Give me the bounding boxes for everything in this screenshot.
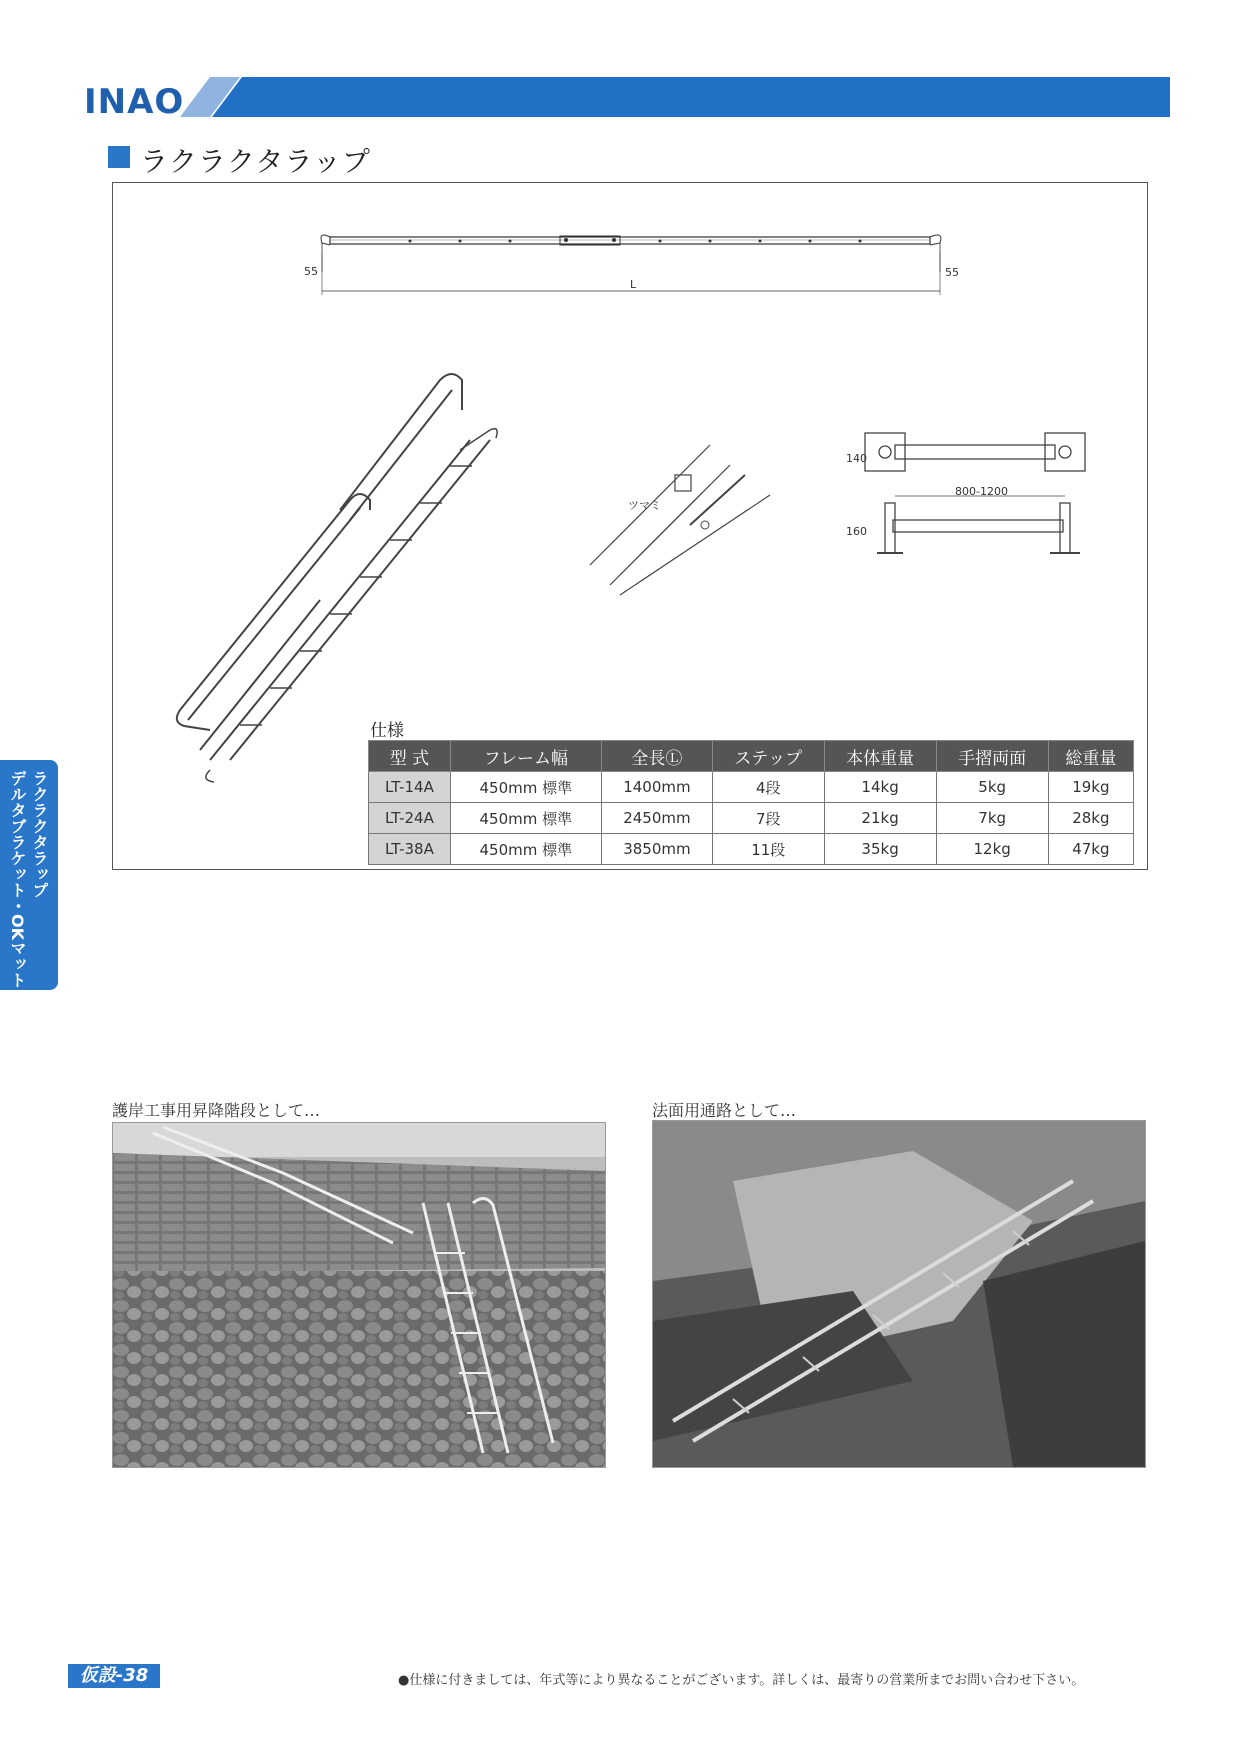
table-cell: 28kg <box>1048 803 1133 834</box>
table-cell: 1400mm <box>601 772 712 803</box>
page-title: ラクラクタラップ <box>140 145 371 178</box>
table-cell: LT-38A <box>369 834 451 865</box>
side-tab-line1: ラクラクタラップ <box>30 770 49 898</box>
title-marker <box>108 146 130 168</box>
ladder-top-view-drawing <box>300 225 970 305</box>
spec-table <box>368 740 1134 865</box>
table-cell: 14kg <box>824 772 936 803</box>
photo-revetment-stairs <box>112 1122 606 1468</box>
dim-span: 800-1200 <box>955 485 1008 498</box>
dim-L: L <box>630 278 637 291</box>
header-bar <box>180 77 1170 117</box>
dim-160: 160 <box>846 525 867 538</box>
table-cell: 450mm 標準 <box>450 803 601 834</box>
header-body-weight: 本体重量 <box>824 741 936 772</box>
table-cell: LT-24A <box>369 803 451 834</box>
table-cell: 5kg <box>936 772 1048 803</box>
spec-header-row <box>369 741 1134 772</box>
photo-caption-right: 法面用通路として… <box>652 1101 797 1120</box>
dim-140: 140 <box>846 452 867 465</box>
header-handrail: 手摺両面 <box>936 741 1048 772</box>
table-cell: 3850mm <box>601 834 712 865</box>
header-model: 型 式 <box>369 741 451 772</box>
table-cell: 47kg <box>1048 834 1133 865</box>
footer-note: ●仕様に付きましては、年式等により異なることがございます。詳しくは、最寄りの営業所までお問い合わせ下さい。 <box>398 1673 1085 1688</box>
header-steps: ステップ <box>712 741 824 772</box>
table-cell: 21kg <box>824 803 936 834</box>
table-cell: LT-14A <box>369 772 451 803</box>
label-tsumami: ツマミ <box>628 499 661 512</box>
table-cell: 11段 <box>712 834 824 865</box>
hinge-detail-drawing <box>580 425 780 615</box>
brand-logo: INAO <box>84 82 185 122</box>
table-cell: 12kg <box>936 834 1048 865</box>
table-cell: 2450mm <box>601 803 712 834</box>
side-index-tab[interactable] <box>0 760 58 990</box>
table-row <box>369 772 1134 803</box>
table-cell: 4段 <box>712 772 824 803</box>
table-cell: 7段 <box>712 803 824 834</box>
table-cell: 450mm 標準 <box>450 772 601 803</box>
dim-55-left: 55 <box>304 265 318 278</box>
spec-label: 仕様 <box>370 721 404 741</box>
photo-slope-walkway <box>652 1120 1146 1468</box>
table-cell: 7kg <box>936 803 1048 834</box>
table-row <box>369 803 1134 834</box>
table-row <box>369 834 1134 865</box>
header-length: 全長Ⓛ <box>601 741 712 772</box>
table-cell: 19kg <box>1048 772 1133 803</box>
header-total-weight: 総重量 <box>1048 741 1133 772</box>
photo-caption-left: 護岸工事用昇降階段として… <box>112 1101 321 1120</box>
side-tab-line2: デルタブラケット・OKマット <box>8 770 27 988</box>
dim-55-right: 55 <box>945 266 959 279</box>
table-cell: 35kg <box>824 834 936 865</box>
page-number: 仮設-38 <box>68 1664 160 1688</box>
bracket-drawing <box>855 428 1095 568</box>
table-cell: 450mm 標準 <box>450 834 601 865</box>
header-frame-width: フレーム幅 <box>450 741 601 772</box>
